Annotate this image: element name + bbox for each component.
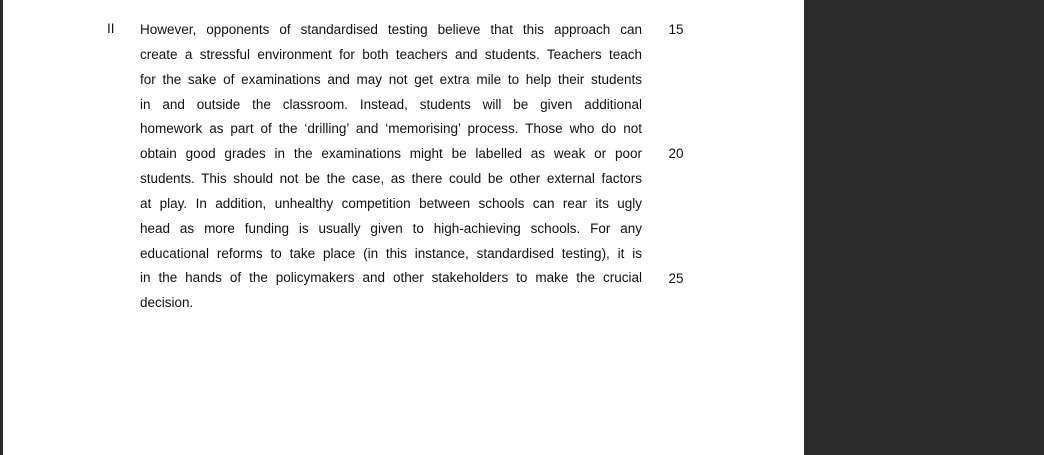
- text-line: obtain good grades in the examinations might be labelled as weak or poor: [140, 146, 642, 162]
- text-line: for the sake of examinations and may not get extra mile to help their students: [140, 71, 642, 87]
- text-line: at play. In addition, unhealthy competition between schools can rear its ugly: [140, 195, 642, 211]
- line-number: 25: [668, 270, 684, 286]
- text-line: in and outside the classroom. Instead, students will be given additional: [140, 96, 642, 112]
- text-line: head as more funding is usually given to high-achieving schools. For any: [140, 220, 642, 236]
- line-number: 20: [668, 146, 684, 162]
- document-page: [3, 0, 804, 455]
- text-line: create a stressful environment for both teachers and students. Teachers teach: [140, 46, 642, 62]
- text-line: homework as part of the ‘drilling’ and ‘memorising’ process. Those who do not: [140, 121, 642, 137]
- text-line: in the hands of the policymakers and other stakeholders to make the crucial: [140, 270, 642, 286]
- paragraph-body: [140, 18, 642, 316]
- text-line: students. This should not be the case, as there could be other external factors: [140, 171, 642, 187]
- text-line: decision.: [140, 295, 194, 311]
- line-number: 15: [668, 22, 684, 37]
- text-line: However, opponents of standardised testing believe that this approach can: [140, 22, 642, 37]
- text-line: educational reforms to take place (in this instance, standardised testing), it is: [140, 245, 642, 261]
- paragraph-marker: II: [107, 21, 115, 36]
